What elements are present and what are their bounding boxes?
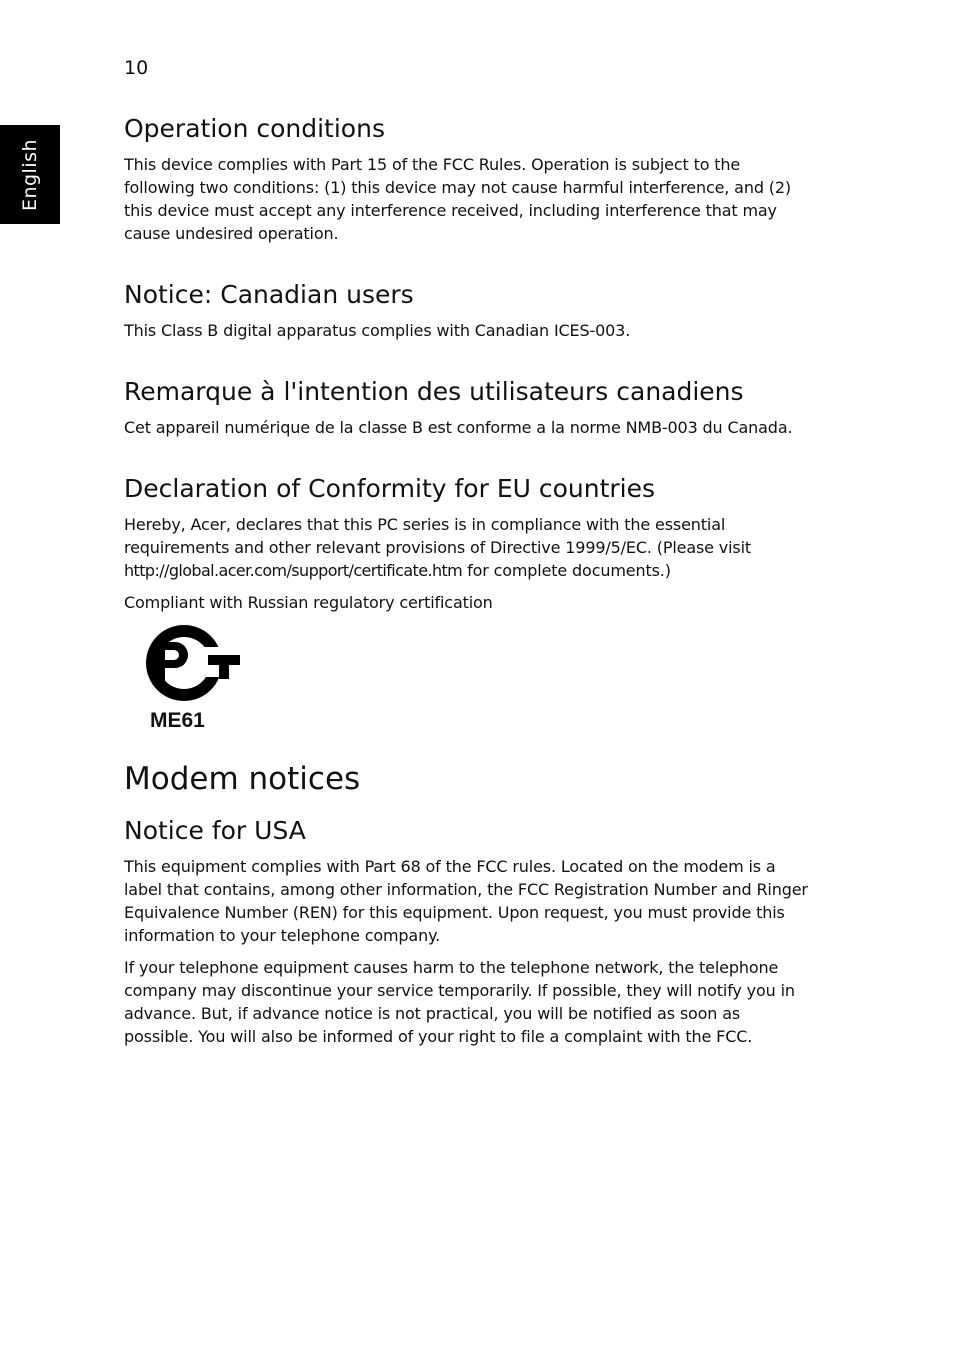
certificate-link[interactable]: http://global.acer.com/support/certificate.htm xyxy=(124,561,463,580)
eu-text-before-link: Hereby, Acer, declares that this PC series is in compliance with the essential requirements and other relevant provisions of Directive 1999/5/EC. (Please visit xyxy=(124,515,752,557)
notice-usa-paragraph-2: If your telephone equipment causes harm to the telephone network, the telephone company may discontinue your service temporarily. If possible, they will notify you in advance. But, if advance notice is not practical, you will be notified as soon as possible. You will also be informed of your right to file a complaint with the FCC. xyxy=(124,958,795,1046)
remarque-text: Cet appareil numérique de la classe B est conforme a la norme NMB-003 du Canada. xyxy=(124,418,793,437)
page-number: 10 xyxy=(124,57,149,79)
eu-conformity-heading: Declaration of Conformity for EU countries xyxy=(124,474,656,503)
pct-logo-icon xyxy=(136,623,246,707)
eu-text-after-link: for complete documents.) xyxy=(462,561,671,580)
canadian-users-heading: Notice: Canadian users xyxy=(124,280,414,309)
eu-conformity-text xyxy=(124,513,814,582)
russian-certification-note: Compliant with Russian regulatory certification xyxy=(124,593,493,612)
section-notice-usa xyxy=(124,815,814,1048)
operation-conditions-text: This device complies with Part 15 of the FCC Rules. Operation is subject to the following two conditions: (1) this device may not cause harmful interference, and (2) this device must accept any interference received, including interference that may cause undesired operation. xyxy=(124,155,791,243)
remarque-heading: Remarque à l'intention des utilisateurs canadiens xyxy=(124,377,744,406)
language-tab-label: English xyxy=(19,138,41,211)
section-eu-conformity xyxy=(124,473,814,733)
notice-usa-heading: Notice for USA xyxy=(124,816,306,845)
modem-notices-heading: Modem notices xyxy=(124,761,361,797)
operation-conditions-heading: Operation conditions xyxy=(124,114,385,143)
section-canadian-users xyxy=(124,279,814,342)
canadian-users-text: This Class B digital apparatus complies with Canadian ICES-003. xyxy=(124,321,631,340)
pct-certification-logo xyxy=(136,623,246,707)
section-operation-conditions xyxy=(124,113,814,245)
certification-code: ME61 xyxy=(150,709,205,732)
section-modem-notices xyxy=(124,759,814,799)
notice-usa-paragraph-1: This equipment complies with Part 68 of the FCC rules. Located on the modem is a label that contains, among other information, the FCC Registration Number and Ringer Equivalence Number (REN) for this equipment. Upon request, you must provide this information to your telephone company. xyxy=(124,857,808,945)
language-tab xyxy=(0,125,60,224)
page-content xyxy=(124,113,814,1057)
section-remarque xyxy=(124,376,814,439)
